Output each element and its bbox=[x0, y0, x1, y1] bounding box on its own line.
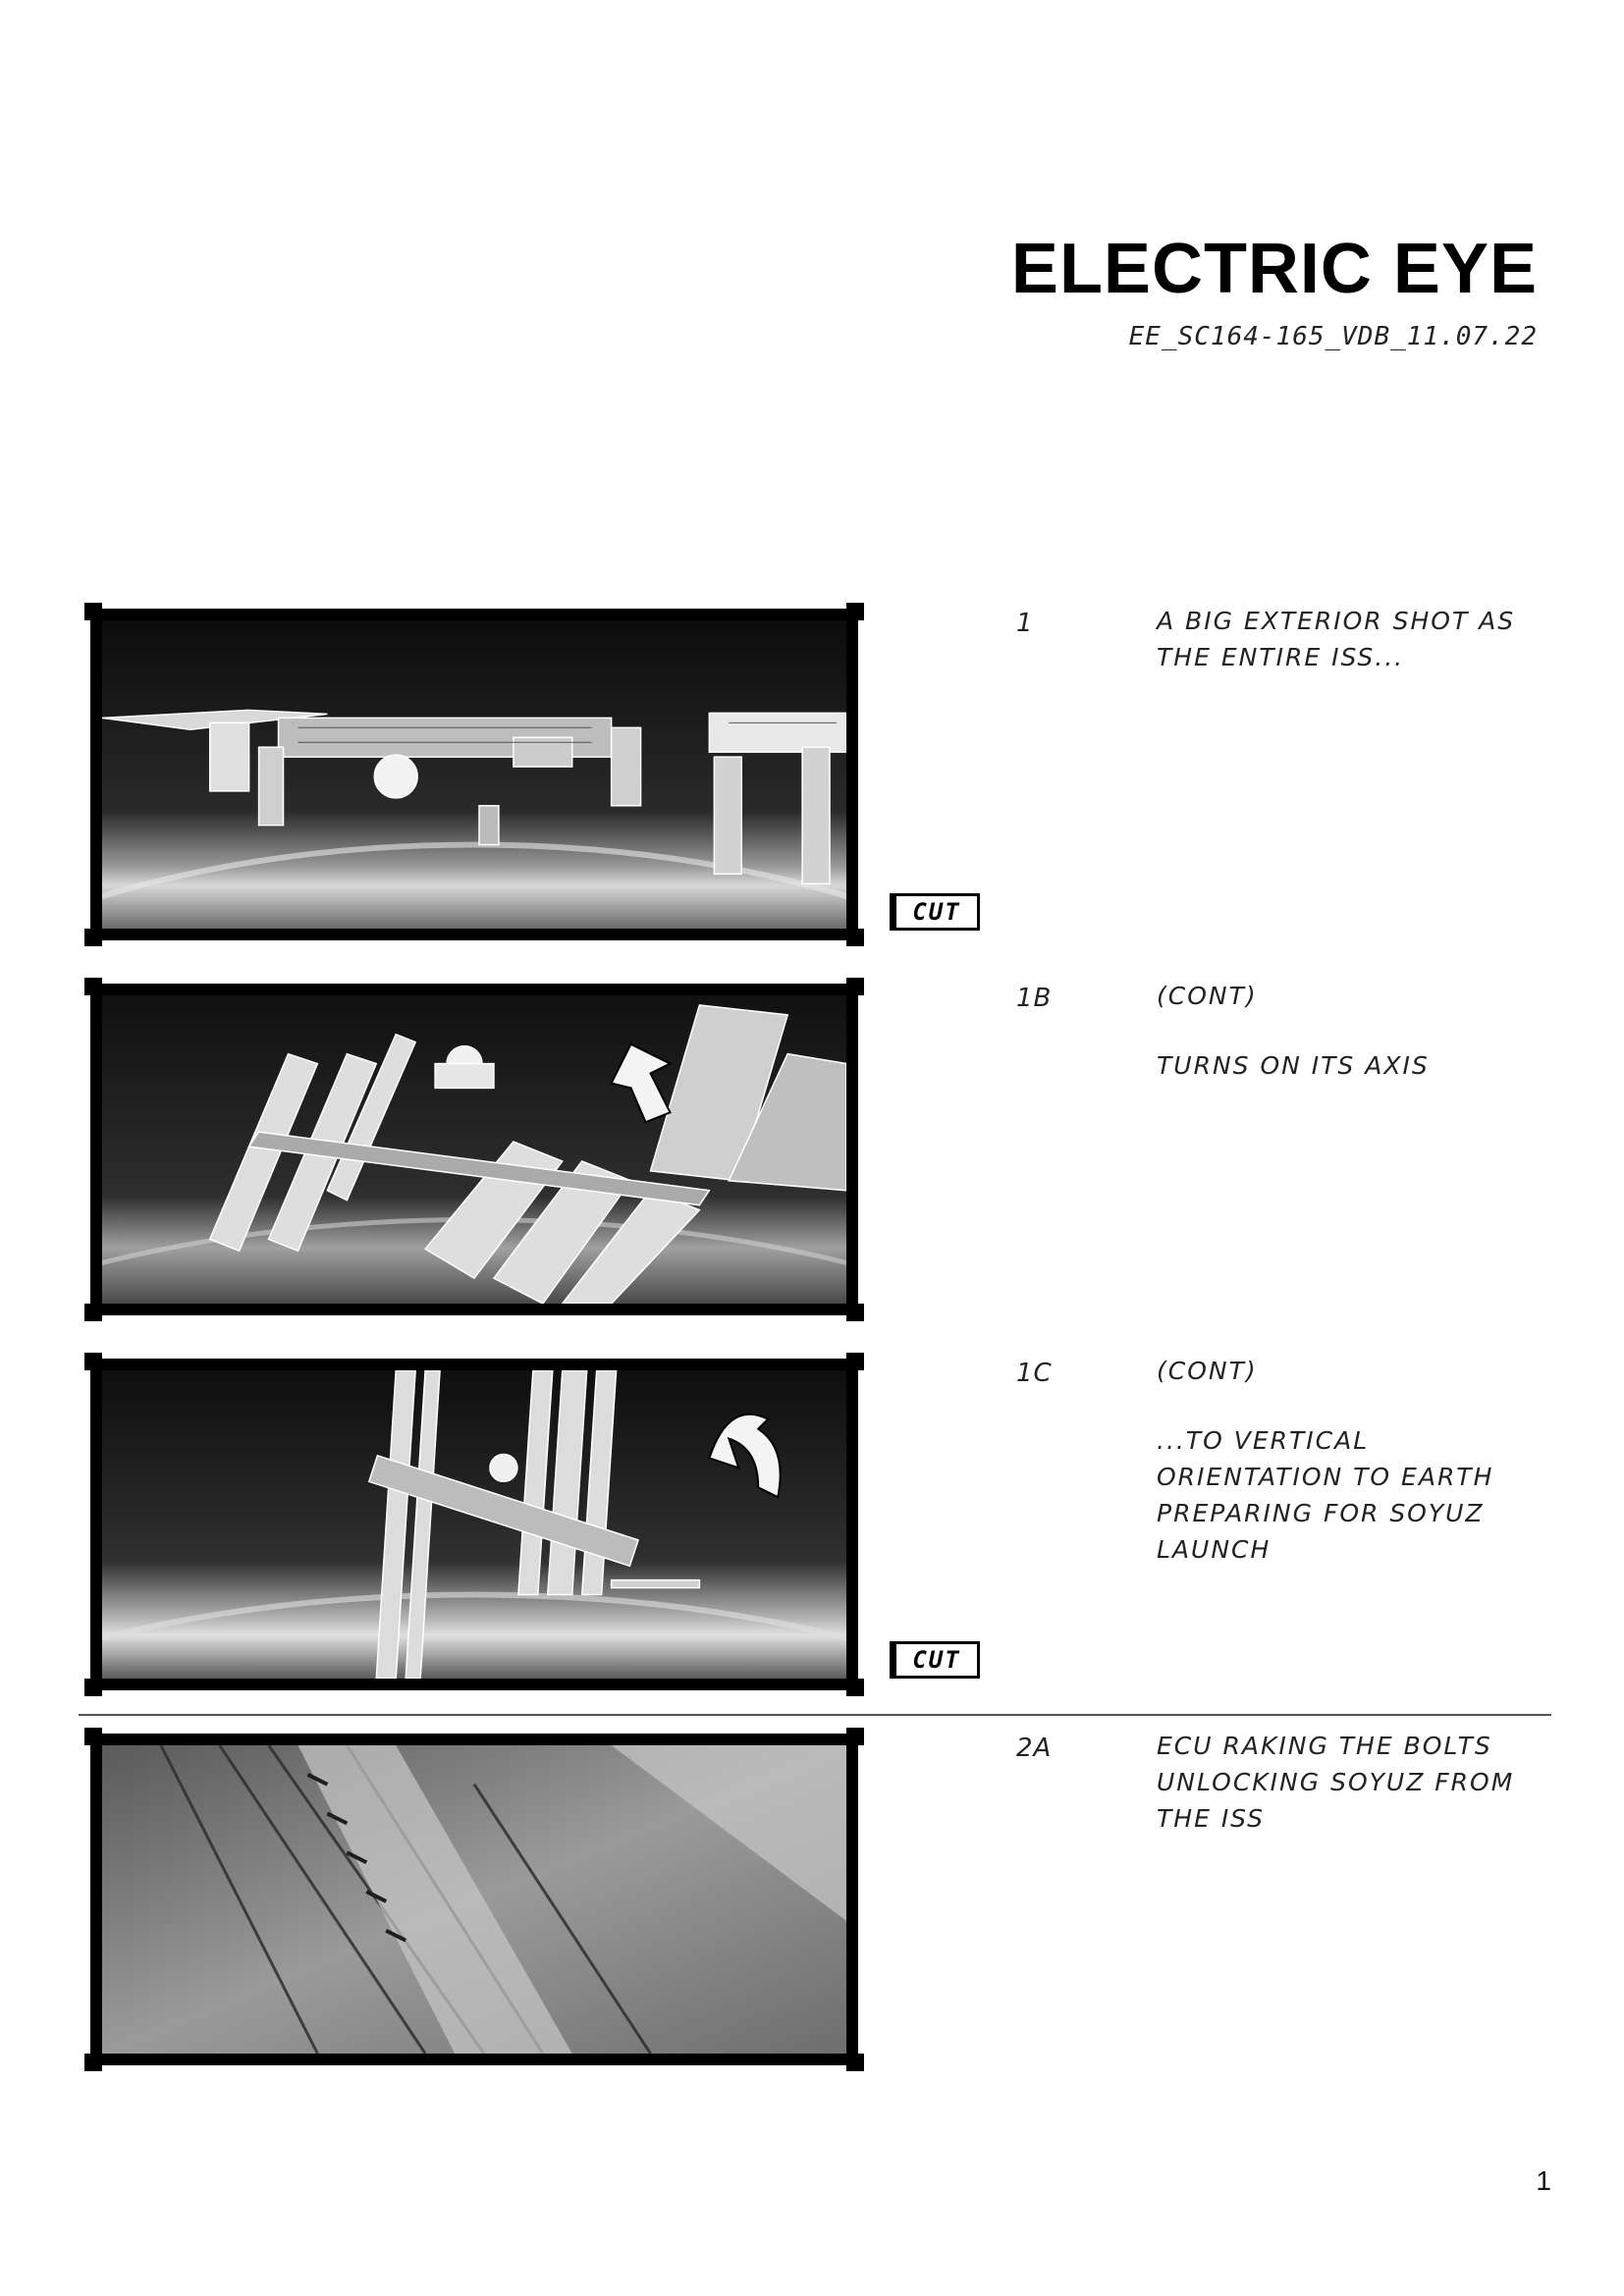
shot-number: 1C bbox=[1016, 1359, 1053, 1388]
shot-description: A BIG EXTERIOR SHOT AS THE ENTIRE ISS... bbox=[1157, 607, 1516, 671]
soyuz-bolts-closeup-sketch bbox=[102, 1745, 846, 2054]
shot-description: (CONT) TURNS ON ITS AXIS bbox=[1157, 982, 1430, 1080]
page-title: ELECTRIC EYE bbox=[1010, 230, 1538, 308]
document-code: EE_SC164-165_VDB_11.07.22 bbox=[1128, 322, 1538, 351]
shot-description: (CONT) ...TO VERTICAL ORIENTATION TO EARTH PREPARING FOR SOYUZ LAUNCH bbox=[1157, 1357, 1494, 1564]
shot-number: 1 bbox=[1016, 609, 1034, 638]
cut-label: CUT bbox=[893, 893, 980, 931]
iss-vertical-sketch bbox=[102, 1370, 846, 1679]
iss-wide-sketch bbox=[102, 620, 846, 929]
scene-divider bbox=[79, 1714, 1551, 1716]
shot-number: 1B bbox=[1016, 984, 1053, 1013]
storyboard-panel-1 bbox=[90, 609, 858, 940]
storyboard-panel-3 bbox=[90, 1359, 858, 1690]
cut-label: CUT bbox=[893, 1641, 980, 1679]
shot-number: 2A bbox=[1016, 1734, 1053, 1763]
storyboard-panel-4 bbox=[90, 1734, 858, 2065]
shot-description: ECU RAKING THE BOLTS UNLOCKING SOYUZ FROM THE ISS bbox=[1157, 1732, 1515, 1833]
storyboard-panel-2 bbox=[90, 984, 858, 1315]
iss-rotating-sketch bbox=[102, 995, 846, 1304]
page-number: 1 bbox=[1536, 2165, 1551, 2196]
